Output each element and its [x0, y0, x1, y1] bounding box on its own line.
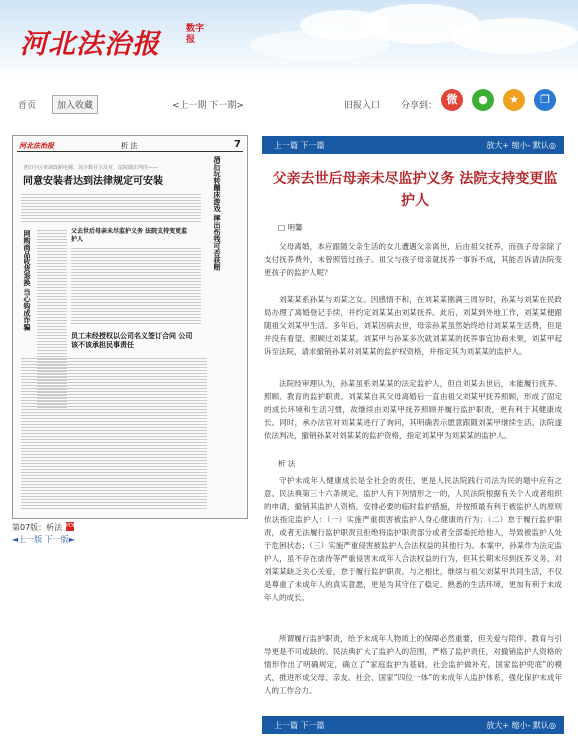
home-link[interactable]: 首页	[18, 101, 37, 111]
thumb-text-block	[21, 358, 207, 510]
cloud-decoration	[450, 18, 578, 54]
wechat-icon[interactable]: ●	[472, 89, 494, 111]
page-prev-next[interactable]: ◄上一版 下一版►	[12, 535, 75, 544]
thumb-caption: 老旧小区单调改陋电梯，邻少数业主反对，法院做出判决——	[23, 165, 159, 171]
page-thumbnail[interactable]	[12, 135, 248, 519]
thumb-vertical-headline-left[interactable]: 网购商品收货退换 当心钩成诈骗	[23, 230, 31, 331]
article-title: 父亲去世后母亲未尽监护义务 法院支持变更监护人	[272, 171, 558, 209]
thumb-headline-3[interactable]: 员工未经授权以公司名义签订合同 公司该不该承担民事责任	[71, 332, 193, 349]
old-edition-link[interactable]: 旧报入口	[344, 101, 381, 111]
header-banner	[0, 0, 578, 80]
issue-prev-next[interactable]: <上一期 下一期>	[172, 101, 244, 111]
copy-icon[interactable]: ❐	[534, 89, 556, 111]
article-subhead: 析 法	[278, 459, 296, 468]
thumb-headline-2[interactable]: 父去世后母亲未尽监护义务 法院支持变更监护人	[71, 228, 188, 243]
article-paragraph: 法院经审理认为，孙某虽系刘某某的法定监护人，但自刘某去世后，未能履行抚养、照顾、教育的监护职责。刘某某自其父母离婚后一直由祖父刘某甲抚养照顾，形成了固定的成长环境和生活习惯，故继续由刘某甲抚养照顾并履行监护职责，更有利于其健康成长。同时，承办法官对刘某某进行了询问，其明确表示愿意跟随刘某甲继续生活。法院遂依法判决，撤销孙某对刘某某的监护资格，指定刘某甲为刘某某的监护人。	[264, 379, 562, 440]
digital-edition-label: 数字报	[186, 24, 205, 45]
newspaper-logo[interactable]: 河北法治报	[20, 29, 160, 60]
thumb-vertical-headline-right[interactable]: 酒后玩转蹦床游戏 摔出伤残可否获赔	[213, 156, 221, 271]
thumb-masthead-row	[17, 140, 243, 152]
thumb-masthead: 河北法治报	[19, 142, 54, 150]
article-paragraph: 父母离婚，本应跟随父亲生活的女儿遭遇父亲离世，后由祖父抚养，而孩子母亲除了支付抚养费外，未曾照管过孩子。祖父与孩子母亲就抚养一事诉不成，其能否诉请法院变更孩子的监护人呢？	[264, 242, 562, 277]
share-label: 分享到：	[401, 101, 438, 111]
top-nav	[0, 88, 578, 116]
favorite-star-icon[interactable]: ★	[503, 89, 525, 111]
article-toolbar-top	[262, 136, 564, 154]
thumb-text-block	[71, 248, 201, 326]
add-favorite-button[interactable]: 加入收藏	[52, 95, 98, 114]
zoom-controls[interactable]: 放大+ 缩小- 默认◎	[486, 721, 556, 730]
article-prev-next[interactable]: 上一篇 下一篇	[274, 141, 325, 150]
thumb-text-block	[21, 194, 201, 222]
page-edition-label: 第07版：析法	[12, 523, 63, 532]
article-author: □ 明馨	[278, 223, 303, 232]
zoom-controls[interactable]: 放大+ 缩小- 默认◎	[486, 141, 556, 150]
article-paragraph: 所谓履行监护职责，给予未成年人物质上的保障必然重要，但关爱与陪伴、教育与引导更是不可或缺的。民法典扩大了监护人的范围，严格了监护责任，对撤销监护人资格的情形作出了明确规定，确立了“家庭监护为基础，社会监护做补充，国家监护兜底”的模式，推进形成父母、亲友、社会、国家“四位一体”的未成年人监护体系，强化保护未成年人的工作合力。	[264, 634, 562, 695]
article-paragraph: 刘某某系孙某与刘某之女。因感情不和，在刘某某刚满三周岁时，孙某与刘某在民政局办理了离婚登记手续，并约定刘某某由刘某抚养。此后，刘某到外地工作，刘某某便跟随祖父刘某甲生活。多年后，刘某因病去世，母亲孙某虽然始终给付刘某某生活费，但是并没有看望、照顾过刘某某。刘某甲与孙某多次就刘某某的抚养事宜协商未果，刘某甲起诉至法院，请求撤销孙某对刘某某的监护权资格，并指定其为刘某某的监护人。	[264, 295, 562, 356]
article-paragraph: 守护未成年人健康成长是全社会的责任，更是人民法院践行司法为民的题中应有之意。民法典第三十六条规定，监护人有下列情形之一的，人民法院根据有关个人或者组织的申请，撤销其监护人资格，安排必要的临时监护措施，并按照最有利于被监护人的原则依法指定监护人：（一）实施严重损害被监护人身心健康的行为；（二）怠于履行监护职责，或者无法履行监护职责且拒绝将监护职责部分或者全部委托给他人，导致被监护人处于危困状态；（三）实施严重侵害被监护人合法权益的其他行为。本案中，孙某作为法定监护人，虽不存在虐待等严重侵害未成年人合法权益的行为，但其长期未尽到抚养义务，对刘某某缺乏关心关爱，怠于履行监护职责。与之相比，继续与祖父刘某甲共同生活，不仅是尊重了未成年人的真实意愿，更是为其守住了稳定、熟悉的生活环境，更加有利于未成年人的成长。	[264, 476, 562, 602]
article-prev-next[interactable]: 上一篇 下一篇	[274, 721, 325, 730]
weibo-icon[interactable]: 微	[441, 89, 463, 111]
thumb-headline-1[interactable]: 同意安装者达到法律规定可安装	[23, 176, 163, 187]
pdf-icon[interactable]: PDF	[66, 523, 76, 529]
thumb-page-number: 7	[234, 139, 241, 150]
cloud-decoration	[250, 30, 390, 60]
thumb-section: 析 法	[121, 142, 138, 150]
article-toolbar-bottom	[262, 716, 564, 734]
